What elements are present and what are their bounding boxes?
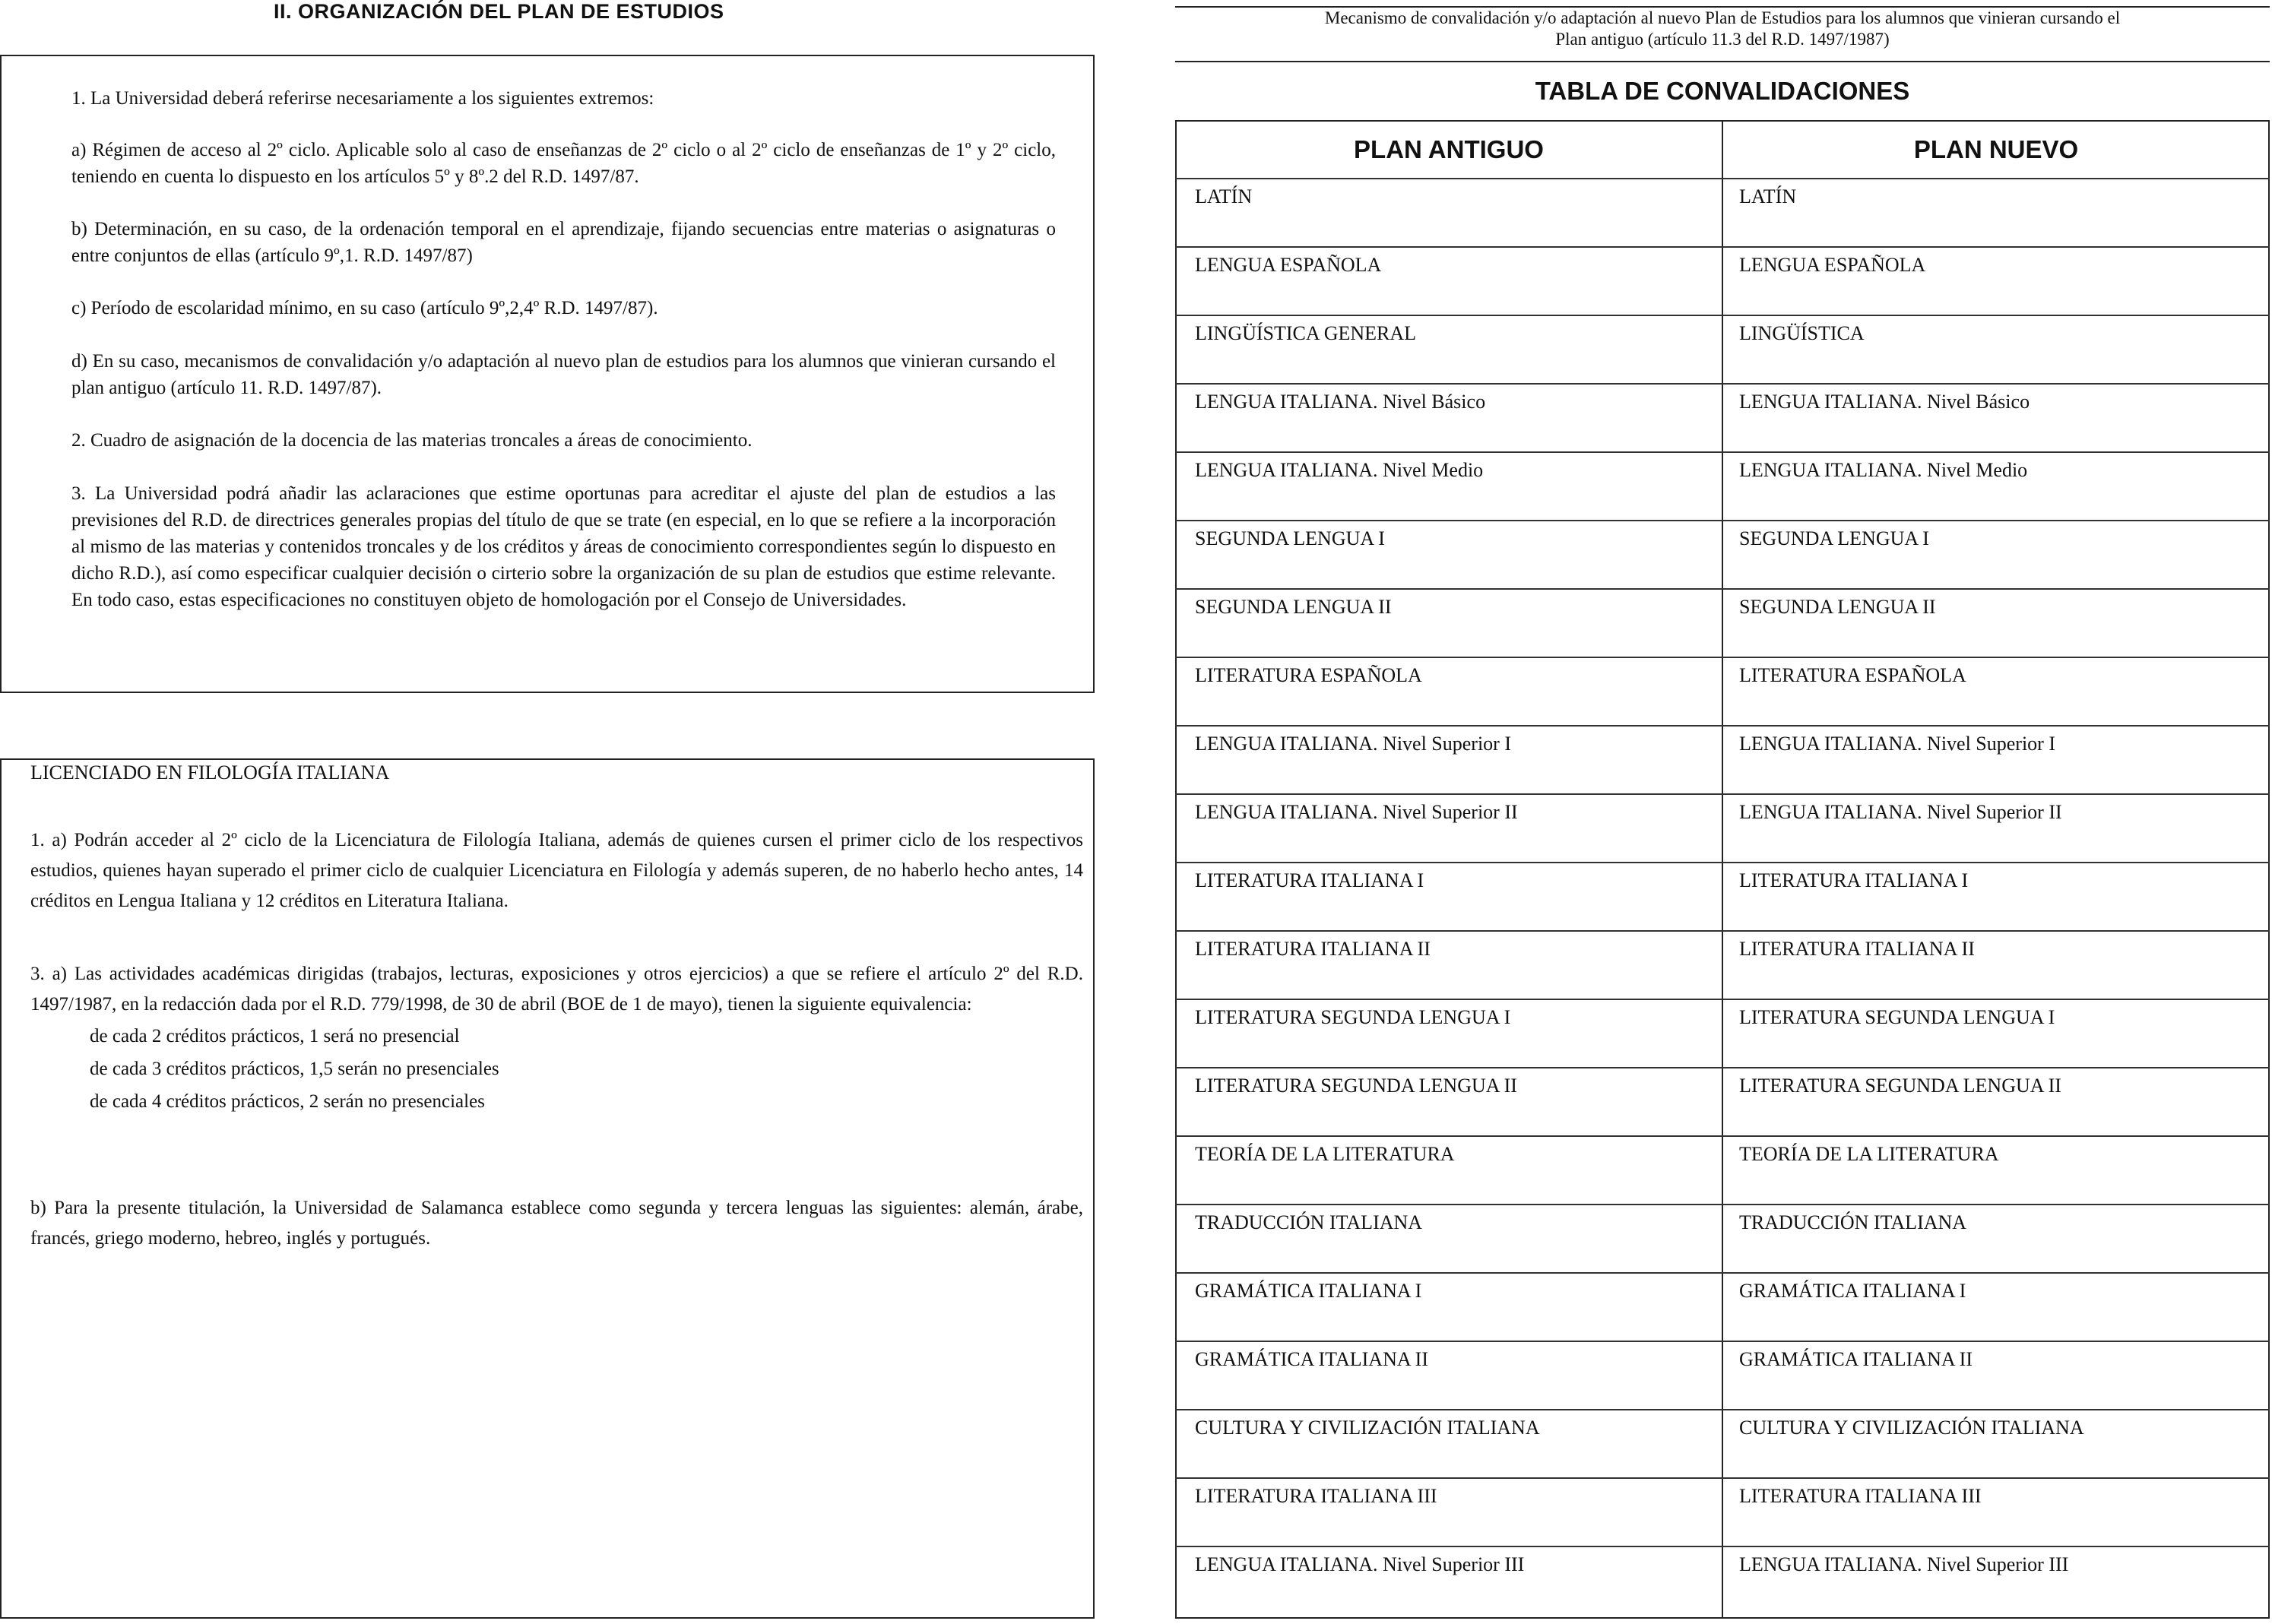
cell-plan-nuevo: LITERATURA SEGUNDA LENGUA II: [1739, 1075, 2061, 1097]
equivalence-2: de cada 3 créditos prácticos, 1,5 serán no presenciales: [90, 1059, 499, 1079]
degree-title: LICENCIADO EN FILOLOGÍA ITALIANA: [30, 761, 390, 784]
table-row: [1175, 1204, 2270, 1272]
requirement-3: 3. La Universidad podrá añadir las aclaraciones que estime oportunas para acreditar el ajuste del plan de estudios a las previsiones del R.D. de directrices generales propias del título de que se trate (en especial, en lo que se refiere a la incorporación al mismo de las materias y contenidos troncales y de los créditos y áreas de conocimiento correspondientes según lo dispuesto en dicho R.D.), así como especificar cualquier decisión o cirterio sobre la organización de su plan de estudios que estime relevante. En todo caso, estas especificaciones no constituyen objeto de homologación por el Consejo de Universidades.: [71, 483, 1056, 610]
cell-plan-antiguo: TRADUCCIÓN ITALIANA: [1195, 1211, 1423, 1233]
cell-plan-antiguo: LENGUA ITALIANA. Nivel Superior III: [1195, 1553, 1525, 1575]
table-row: [1175, 999, 2270, 1067]
cell-plan-antiguo: TEORÍA DE LA LITERATURA: [1195, 1143, 1455, 1165]
table-row: [1175, 1546, 2270, 1614]
table-row: [1175, 1272, 2270, 1341]
table-row: [1175, 862, 2270, 930]
cell-plan-nuevo: SEGUNDA LENGUA I: [1739, 527, 1929, 549]
table-row: [1175, 451, 2270, 520]
table-row: [1175, 930, 2270, 999]
activities-block: [30, 959, 1083, 1118]
table-row: [1175, 793, 2270, 862]
table-row: [1175, 657, 2270, 725]
requirement-2: 2. Cuadro de asignación de la docencia de las materias troncales a áreas de conocimiento.: [71, 430, 753, 451]
header-note-line1: Mecanismo de convalidación y/o adaptación al nuevo Plan de Estudios para los alumnos que vinieran cursando el: [1324, 8, 2121, 27]
cell-plan-nuevo: CULTURA Y CIVILIZACIÓN ITALIANA: [1739, 1417, 2084, 1439]
cell-plan-nuevo: LITERATURA ITALIANA I: [1739, 869, 1969, 891]
cell-plan-nuevo: LITERATURA ITALIANA III: [1739, 1485, 1982, 1507]
cell-plan-nuevo: TRADUCCIÓN ITALIANA: [1739, 1211, 1967, 1233]
cell-plan-nuevo: LENGUA ITALIANA. Nivel Superior II: [1739, 801, 2062, 823]
languages-paragraph: b) Para la presente titulación, la Universidad de Salamanca establece como segunda y tercera lenguas las siguientes: alemán, árabe, francés, griego moderno, hebreo, inglés y portugués.: [30, 1198, 1083, 1249]
cell-plan-nuevo: GRAMÁTICA ITALIANA I: [1739, 1280, 1966, 1302]
cell-plan-nuevo: LENGUA ITALIANA. Nivel Superior I: [1739, 733, 2055, 755]
cell-plan-nuevo: LINGÜÍSTICA: [1739, 322, 1865, 344]
table-row: [1175, 178, 2270, 246]
table-row: [1175, 725, 2270, 793]
column-header-new: PLAN NUEVO: [1913, 135, 2079, 163]
cell-plan-antiguo: CULTURA Y CIVILIZACIÓN ITALIANA: [1195, 1417, 1540, 1439]
cell-plan-antiguo: LENGUA ITALIANA. Nivel Básico: [1195, 391, 1486, 413]
requirement-d: d) En su caso, mecanismos de convalidación y/o adaptación al nuevo plan de estudios para los alumnos que vinieran cursando el plan antiguo (artículo 11. R.D. 1497/87).: [71, 351, 1056, 398]
cell-plan-nuevo: LITERATURA ESPAÑOLA: [1739, 664, 1966, 686]
requirements-box: [0, 55, 1095, 693]
activities-paragraph: 3. a) Las actividades académicas dirigidas (trabajos, lecturas, exposiciones y otros ejercicios) a que se refiere el artículo 2º del R.D. 1497/1987, en la redacción dada por el R.D. 779/1998, de 30 de abril (BOE de 1 de mayo), tienen la siguiente equivalencia:: [30, 964, 1083, 1015]
cell-plan-antiguo: GRAMÁTICA ITALIANA I: [1195, 1280, 1422, 1302]
cell-plan-nuevo: LENGUA ESPAÑOLA: [1739, 254, 1926, 276]
table-row: [1175, 1477, 2270, 1546]
cell-plan-nuevo: LENGUA ITALIANA. Nivel Medio: [1739, 459, 2028, 481]
cell-plan-nuevo: LATÍN: [1739, 185, 1797, 207]
cell-plan-antiguo: LITERATURA SEGUNDA LENGUA II: [1195, 1075, 1517, 1097]
access-paragraph: 1. a) Podrán acceder al 2º ciclo de la Licenciatura de Filología Italiana, además de quienes cursen el primer ciclo de los respectivos estudios, quienes hayan superado el primer ciclo de cualquier Licenciatura en Filología y además superen, de no haberlo hecho antes, 14 créditos en Lengua Italiana y 12 créditos en Literatura Italiana.: [30, 830, 1083, 911]
column-header-old: PLAN ANTIGUO: [1354, 135, 1544, 163]
table-row: [1175, 246, 2270, 315]
section-title: II. ORGANIZACIÓN DEL PLAN DE ESTUDIOS: [274, 0, 724, 23]
table-row: [1175, 1135, 2270, 1204]
header-note-line2: Plan antiguo (artículo 11.3 del R.D. 1497/1987): [1555, 30, 1890, 49]
cell-plan-nuevo: LITERATURA SEGUNDA LENGUA I: [1739, 1006, 2055, 1028]
table-row: [1175, 1341, 2270, 1409]
cell-plan-antiguo: LITERATURA ESPAÑOLA: [1195, 664, 1422, 686]
cell-plan-antiguo: LITERATURA ITALIANA I: [1195, 869, 1424, 891]
cell-plan-antiguo: LENGUA ITALIANA. Nivel Medio: [1195, 459, 1484, 481]
table-row: [1175, 520, 2270, 588]
cell-plan-nuevo: SEGUNDA LENGUA II: [1739, 596, 1936, 618]
requirement-b: b) Determinación, en su caso, de la ordenación temporal en el aprendizaje, fijando secuencias entre materias o asignaturas o entre conjuntos de ellas (artículo 9º,1. R.D. 1497/87): [71, 219, 1056, 266]
table-row: [1175, 1409, 2270, 1477]
cell-plan-antiguo: LENGUA ESPAÑOLA: [1195, 254, 1382, 276]
table-row: [1175, 383, 2270, 451]
equivalence-3: de cada 4 créditos prácticos, 2 serán no presenciales: [90, 1091, 485, 1112]
table-title: TABLA DE CONVALIDACIONES: [1175, 61, 2270, 122]
cell-plan-antiguo: GRAMÁTICA ITALIANA II: [1195, 1348, 1428, 1370]
cell-plan-nuevo: LENGUA ITALIANA. Nivel Superior III: [1739, 1553, 2069, 1575]
cell-plan-nuevo: LITERATURA ITALIANA II: [1739, 938, 1975, 960]
cell-plan-nuevo: GRAMÁTICA ITALIANA II: [1739, 1348, 1973, 1370]
cell-plan-antiguo: LATÍN: [1195, 185, 1253, 207]
table-row: [1175, 315, 2270, 383]
requirements-intro: 1. La Universidad deberá referirse necesariamente a los siguientes extremos:: [71, 88, 654, 109]
cell-plan-antiguo: LINGÜÍSTICA GENERAL: [1195, 322, 1417, 344]
cell-plan-nuevo: LENGUA ITALIANA. Nivel Básico: [1739, 391, 2030, 413]
degree-box: [0, 758, 1095, 1619]
requirement-a: a) Régimen de acceso al 2º ciclo. Aplicable solo al caso de enseñanzas de 2º ciclo o al 2º ciclo de enseñanzas de 1º y 2º ciclo, teniendo en cuenta lo dispuesto en los artículos 5º y 8º.2 del R.D. 1497/87.: [71, 140, 1056, 187]
table-header-note: [1175, 6, 2270, 55]
equivalence-1: de cada 2 créditos prácticos, 1 será no presencial: [90, 1026, 460, 1046]
cell-plan-antiguo: LENGUA ITALIANA. Nivel Superior II: [1195, 801, 1518, 823]
cell-plan-antiguo: LITERATURA SEGUNDA LENGUA I: [1195, 1006, 1511, 1028]
table-row: [1175, 1067, 2270, 1135]
cell-plan-antiguo: LENGUA ITALIANA. Nivel Superior I: [1195, 733, 1511, 755]
requirement-c: c) Período de escolaridad mínimo, en su caso (artículo 9º,2,4º R.D. 1497/87).: [71, 298, 658, 318]
cell-plan-antiguo: LITERATURA ITALIANA III: [1195, 1485, 1437, 1507]
cell-plan-nuevo: TEORÍA DE LA LITERATURA: [1739, 1143, 1999, 1165]
cell-plan-antiguo: LITERATURA ITALIANA II: [1195, 938, 1431, 960]
table-row: [1175, 588, 2270, 657]
cell-plan-antiguo: SEGUNDA LENGUA I: [1195, 527, 1385, 549]
cell-plan-antiguo: SEGUNDA LENGUA II: [1195, 596, 1392, 618]
